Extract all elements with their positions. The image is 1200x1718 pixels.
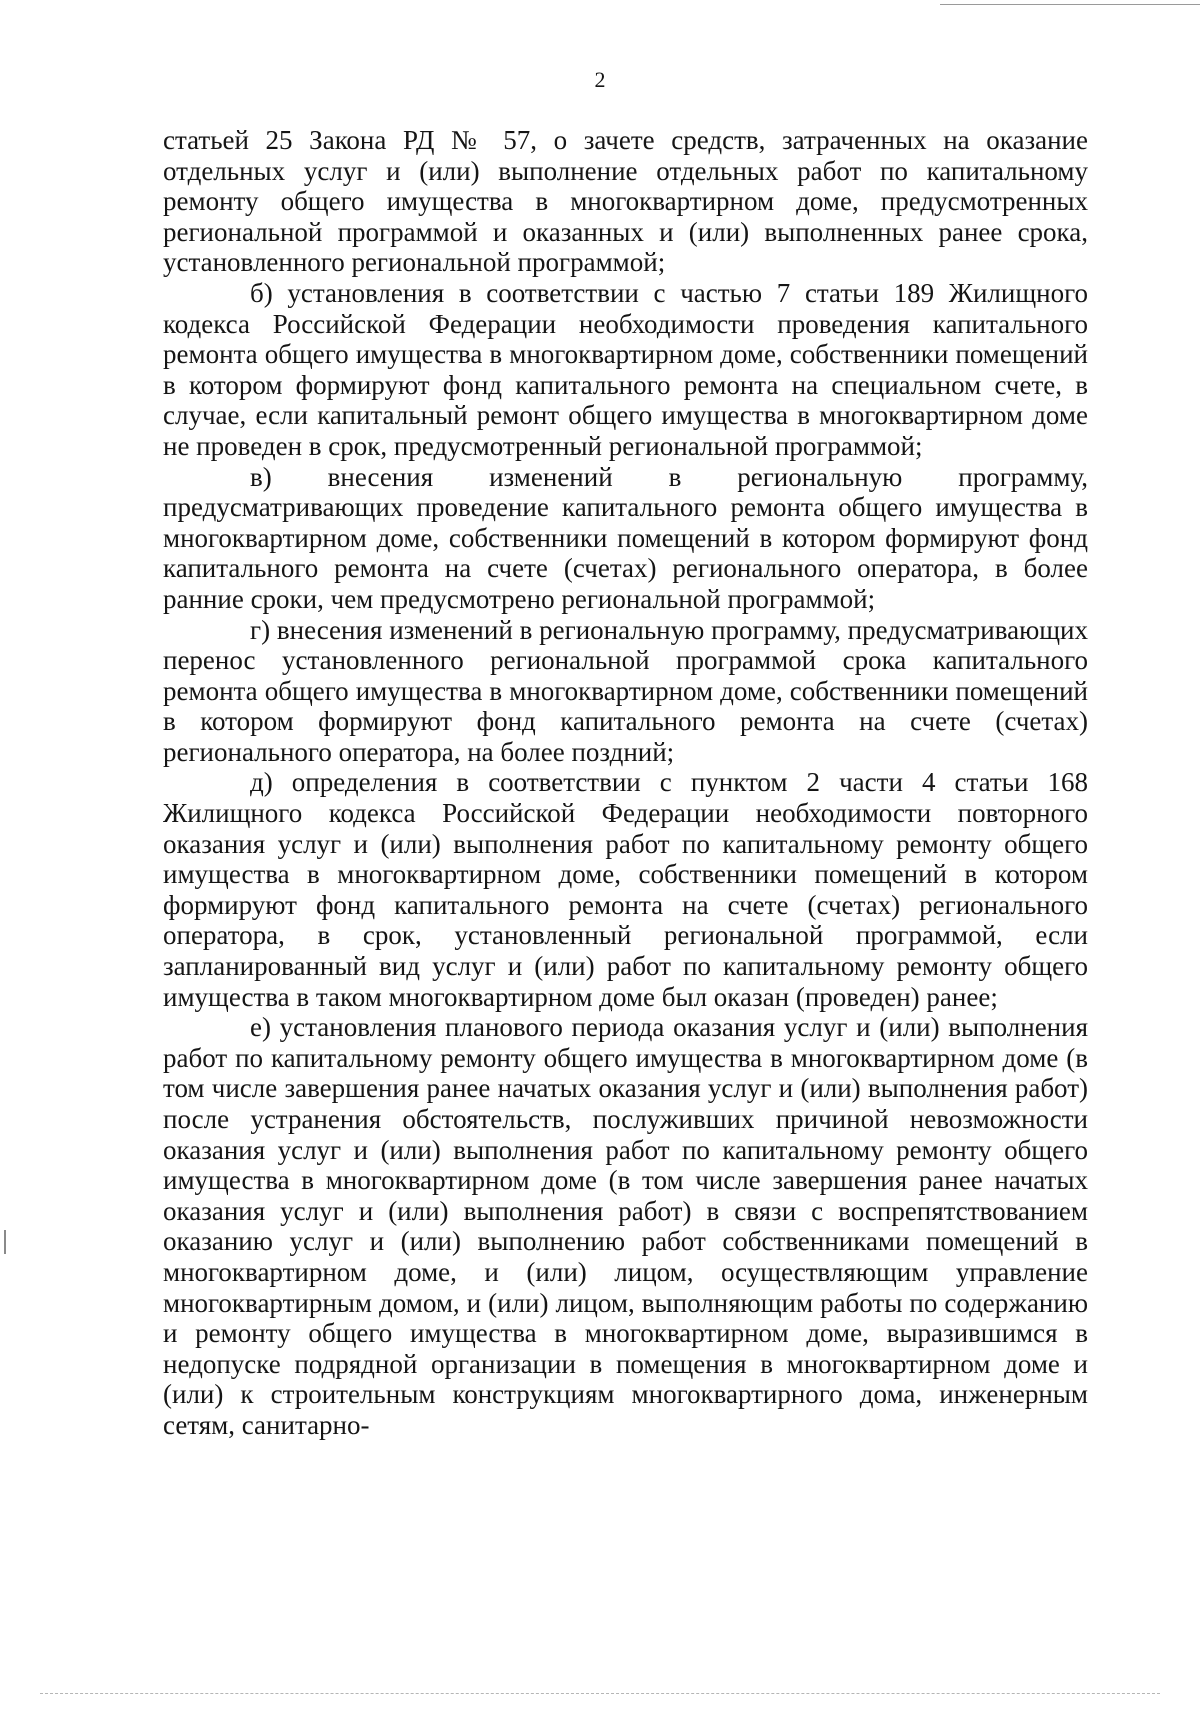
scan-edge-bottom-line (40, 1693, 1160, 1694)
document-body (163, 125, 1088, 1441)
scan-edge-left-mark (4, 1230, 6, 1254)
paragraph-continuation: статьей 25 Закона РД № 57, о зачете средств, затраченных на оказание отдельных услуг и (или) выполнение отдельных работ по капитальному ремонту общего имущества в многоквартирном доме, предусмотренных региональной программой и оказанных и (или) выполненных ранее срока, установленного региональной программой; (163, 125, 1088, 278)
paragraph-item-d: д) определения в соответствии с пунктом 2 части 4 статьи 168 Жилищного кодекса Российской Федерации необходимости повторного оказания услуг и (или) выполнения работ по капитальному ремонту общего имущества в многоквартирном доме, собственники помещений в котором формируют фонд капитального ремонта на счете (счетах) регионального оператора, в срок, установленный региональной программой, если запланированный вид услуг и (или) работ по капитальному ремонту общего имущества в таком многоквартирном доме был оказан (проведен) ранее; (163, 767, 1088, 1012)
paragraph-item-e: е) установления планового периода оказания услуг и (или) выполнения работ по капитальному ремонту общего имущества в многоквартирном доме (в том числе завершения ранее начатых оказания услуг и (или) выполнения работ) после устранения обстоятельств, послуживших причиной невозможности оказания услуг и (или) выполнения работ по капитальному ремонту общего имущества в многоквартирном доме (в том числе завершения ранее начатых оказания услуг и (или) выполнения работ) в связи с воспрепятствованием оказанию услуг и (или) выполнению работ собственниками помещений в многоквартирном доме, и (или) лицом, осуществляющим управление многоквартирным домом, и (или) лицом, выполняющим работы по содержанию и ремонту общего имущества в многоквартирном доме, выразившимся в недопуске подрядной организации в помещения в многоквартирном доме и (или) к строительным конструкциям многоквартирного дома, инженерным сетям, санитарно- (163, 1012, 1088, 1440)
scan-edge-top-line (940, 4, 1200, 5)
page-number: 2 (594, 67, 606, 92)
paragraph-item-v: в) внесения изменений в региональную программу, предусматривающих проведение капитального ремонта общего имущества в многоквартирном доме, собственники помещений в котором формируют фонд капитального ремонта на счете (счетах) регионального оператора, в более ранние сроки, чем предусмотрено региональной программой; (163, 461, 1088, 614)
paragraph-item-g: г) внесения изменений в региональную программу, предусматривающих перенос установленного региональной программой срока капитального ремонта общего имущества в многоквартирном доме, собственники помещений в котором формируют фонд капитального ремонта на счете (счетах) регионального оператора, на более поздний; (163, 614, 1088, 767)
paragraph-item-b: б) установления в соответствии с частью 7 статьи 189 Жилищного кодекса Российской Федерации необходимости проведения капитального ремонта общего имущества в многоквартирном доме, собственники помещений в котором формируют фонд капитального ремонта на специальном счете, в случае, если капитальный ремонт общего имущества в многоквартирном доме не проведен в срок, предусмотренный региональной программой; (163, 277, 1088, 461)
